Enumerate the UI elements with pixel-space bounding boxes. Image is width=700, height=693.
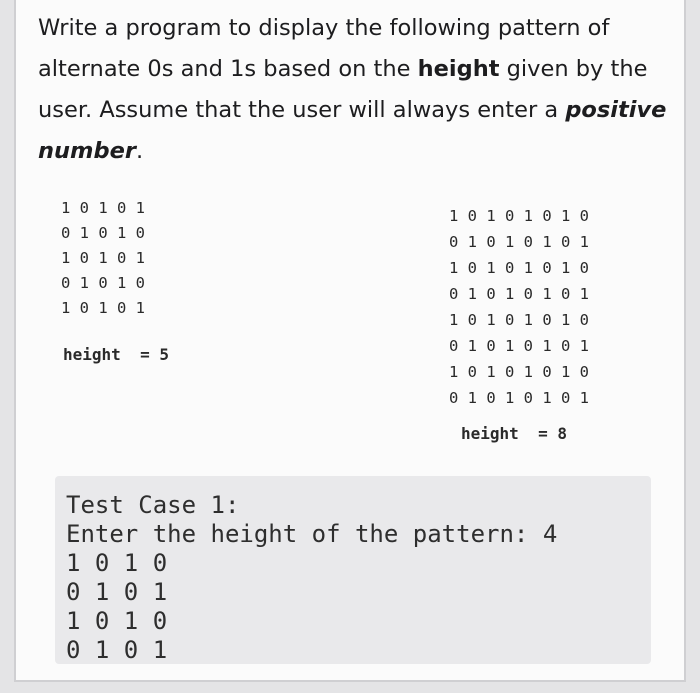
height-keyword: height xyxy=(417,56,500,82)
question-text xyxy=(38,8,668,172)
test-output-row: 1 0 1 0 xyxy=(66,607,168,635)
pattern-row: 0 1 0 1 0 1 0 1 xyxy=(449,285,589,303)
pattern-row: 1 0 1 0 1 0 1 0 xyxy=(449,207,589,225)
example-pattern-height-5 xyxy=(61,196,145,321)
example-pattern-height-8 xyxy=(449,203,589,411)
positive-keyword: positive number xyxy=(38,97,667,164)
test-output-row: 1 0 1 0 xyxy=(66,549,168,577)
test-case-box xyxy=(55,476,651,664)
pattern-row: 1 0 1 0 1 0 1 0 xyxy=(449,363,589,381)
test-case-prompt: Enter the height of the pattern: 4 xyxy=(66,520,558,548)
pattern-row: 1 0 1 0 1 xyxy=(61,199,145,217)
pattern-row: 0 1 0 1 0 1 0 1 xyxy=(449,233,589,251)
test-output-row: 0 1 0 1 xyxy=(66,578,168,606)
pattern-row: 1 0 1 0 1 0 1 0 xyxy=(449,311,589,329)
pattern-row: 0 1 0 1 0 xyxy=(61,274,145,292)
test-output-row: 0 1 0 1 xyxy=(66,636,168,664)
question-text-part2: given by the user. Assume that the user will always enter a xyxy=(38,56,648,123)
pattern-row: 0 1 0 1 0 xyxy=(61,224,145,242)
question-card xyxy=(14,0,686,682)
pattern-row: 1 0 1 0 1 0 1 0 xyxy=(449,259,589,277)
test-case-title: Test Case 1: xyxy=(66,491,240,519)
height-label-8: height = 8 xyxy=(461,424,567,443)
question-text-period: . xyxy=(135,138,144,164)
height-label-5: height = 5 xyxy=(63,345,169,364)
pattern-row: 1 0 1 0 1 xyxy=(61,249,145,267)
pattern-row: 0 1 0 1 0 1 0 1 xyxy=(449,389,589,407)
question-text-part1: Write a program to display the following pattern of alternate 0s and 1s based on the xyxy=(38,15,610,82)
pattern-row: 1 0 1 0 1 xyxy=(61,299,145,317)
pattern-row: 0 1 0 1 0 1 0 1 xyxy=(449,337,589,355)
